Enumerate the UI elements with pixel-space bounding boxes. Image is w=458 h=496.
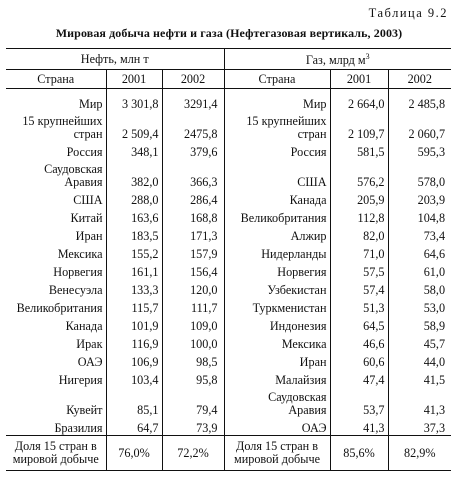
table-row — [6, 159, 451, 189]
oil-country-cell: США — [73, 193, 103, 207]
oil-2002-cell: 157,9 — [162, 243, 224, 261]
gas-country-cell: Туркменистан — [252, 301, 327, 315]
gas-2002-cell: 41,5 — [388, 369, 451, 387]
gas-2002-cell: 595,3 — [388, 141, 451, 159]
oil-2001-cell: 348,1 — [106, 141, 162, 159]
gas-2001-cell: 51,3 — [330, 297, 388, 315]
oil-country-cell: Норвегия — [53, 265, 103, 279]
gas-country-cell: Алжир — [290, 229, 327, 243]
oil-2001-cell: 161,1 — [106, 261, 162, 279]
oil-country-cell: Мир — [79, 97, 103, 111]
oil-2001-cell: 101,9 — [106, 315, 162, 333]
gas-country-cell: 15 крупнейших стран — [246, 114, 327, 141]
data-rows — [6, 89, 451, 436]
gas-2002-cell: 45,7 — [388, 333, 451, 351]
oil-2001-cell: 115,7 — [106, 297, 162, 315]
gas-country-cell: Норвегия — [277, 265, 327, 279]
oil-country-cell: Ирак — [76, 337, 103, 351]
gas-2002-cell: 37,3 — [388, 417, 451, 436]
gas-2002-cell: 203,9 — [388, 189, 451, 207]
gas-share-2001: 85,6% — [330, 436, 388, 471]
oil-2002-cell: 120,0 — [162, 279, 224, 297]
gas-country-cell: Мексика — [281, 337, 327, 351]
oil-country-cell: Канада — [65, 319, 103, 333]
oil-2002-cell: 3291,4 — [162, 89, 224, 112]
oil-2001-cell: 133,3 — [106, 279, 162, 297]
oil-country-cell: ОАЭ — [77, 355, 103, 369]
gas-country-cell: Канада — [289, 193, 327, 207]
gas-2001-cell: 576,2 — [330, 159, 388, 189]
table-row — [6, 279, 451, 297]
oil-2001-cell: 64,7 — [106, 417, 162, 436]
oil-country-cell: Кувейт — [66, 403, 103, 417]
gas-2002-cell: 104,8 — [388, 207, 451, 225]
oil-share-2002: 72,2% — [162, 436, 224, 471]
oil-share-label: Доля 15 стран в мировой добыче — [6, 436, 106, 471]
oil-2002-cell: 73,9 — [162, 417, 224, 436]
oil-2001-cell: 85,1 — [106, 387, 162, 417]
table-row — [6, 111, 451, 141]
gas-2002-cell: 58,9 — [388, 315, 451, 333]
production-table — [6, 48, 451, 471]
column-header-row — [6, 70, 451, 89]
oil-2001-cell: 382,0 — [106, 159, 162, 189]
table-row — [6, 369, 451, 387]
gas-2001-cell: 41,3 — [330, 417, 388, 436]
gas-2002-cell: 61,0 — [388, 261, 451, 279]
oil-2001-cell: 103,4 — [106, 369, 162, 387]
gas-2001-cell: 60,6 — [330, 351, 388, 369]
table-row — [6, 189, 451, 207]
oil-country-cell: Россия — [66, 145, 103, 159]
gas-2001-cell: 64,5 — [330, 315, 388, 333]
gas-2001-cell: 57,5 — [330, 261, 388, 279]
gas-2002-cell: 64,6 — [388, 243, 451, 261]
oil-2002-cell: 100,0 — [162, 333, 224, 351]
gas-2001-cell: 205,9 — [330, 189, 388, 207]
gas-2002-cell: 53,0 — [388, 297, 451, 315]
gas-2002-cell: 2 060,7 — [388, 111, 451, 141]
gas-2002-cell: 41,3 — [388, 387, 451, 417]
oil-2002-cell: 109,0 — [162, 315, 224, 333]
table-row — [6, 89, 451, 112]
gas-country-cell: Малайзия — [275, 373, 327, 387]
gas-country-cell: Индонезия — [269, 319, 327, 333]
oil-2002-cell: 79,4 — [162, 387, 224, 417]
gas-country-cell: Мир — [303, 97, 327, 111]
oil-2002-cell: 379,6 — [162, 141, 224, 159]
oil-2001-cell: 3 301,8 — [106, 89, 162, 112]
gas-share-2002: 82,9% — [388, 436, 451, 471]
gas-2001-cell: 71,0 — [330, 243, 388, 261]
oil-2001-cell: 288,0 — [106, 189, 162, 207]
gas-2001-cell: 57,4 — [330, 279, 388, 297]
oil-2002-cell: 95,8 — [162, 369, 224, 387]
gas-2001-cell: 112,8 — [330, 207, 388, 225]
gas-2001-cell: 2 109,7 — [330, 111, 388, 141]
oil-country-cell: Венесуэла — [48, 283, 103, 297]
oil-2002-cell: 366,3 — [162, 159, 224, 189]
oil-2002-cell: 98,5 — [162, 351, 224, 369]
oil-country-cell: Нигерия — [58, 373, 103, 387]
section-header-row — [6, 49, 451, 70]
gas-2002-cell: 578,0 — [388, 159, 451, 189]
oil-2002-cell: 168,8 — [162, 207, 224, 225]
oil-2002-cell: 111,7 — [162, 297, 224, 315]
gas-country-cell: Великобритания — [240, 211, 327, 225]
gas-2001-cell: 47,4 — [330, 369, 388, 387]
gas-country-header: Страна — [224, 70, 330, 89]
oil-2001-cell: 116,9 — [106, 333, 162, 351]
table-row — [6, 297, 451, 315]
oil-2002-cell: 2475,8 — [162, 111, 224, 141]
oil-country-cell: Мексика — [57, 247, 103, 261]
oil-2002-header: 2002 — [162, 70, 224, 89]
gas-country-cell: Саудовская Аравия — [268, 390, 327, 417]
gas-country-cell: Узбекистан — [267, 283, 327, 297]
gas-2001-cell: 581,5 — [330, 141, 388, 159]
share-row — [6, 436, 451, 471]
gas-2001-cell: 2 664,0 — [330, 89, 388, 112]
table-row — [6, 261, 451, 279]
gas-2002-cell: 73,4 — [388, 225, 451, 243]
gas-section-title: Газ, млрд $м^3$ — [224, 49, 451, 70]
oil-2002-cell: 171,3 — [162, 225, 224, 243]
gas-2001-cell: 82,0 — [330, 225, 388, 243]
oil-section-title: Нефть, млн т — [6, 49, 224, 70]
oil-country-header: Страна — [6, 70, 106, 89]
oil-share-2001: 76,0% — [106, 436, 162, 471]
gas-2002-cell: 2 485,8 — [388, 89, 451, 112]
table-number: Таблица 9.2 — [368, 6, 448, 20]
gas-country-cell: ОАЭ — [301, 421, 327, 435]
oil-country-cell: Саудовская Аравия — [44, 162, 103, 189]
gas-2002-cell: 44,0 — [388, 351, 451, 369]
oil-2001-header: 2001 — [106, 70, 162, 89]
table-row — [6, 315, 451, 333]
oil-2002-cell: 286,4 — [162, 189, 224, 207]
oil-country-cell: 15 крупнейших стран — [22, 114, 103, 141]
table-row — [6, 141, 451, 159]
oil-2002-cell: 156,4 — [162, 261, 224, 279]
oil-2001-cell: 155,2 — [106, 243, 162, 261]
oil-2001-cell: 2 509,4 — [106, 111, 162, 141]
table-row — [6, 243, 451, 261]
oil-country-cell: Великобритания — [16, 301, 103, 315]
oil-country-cell: Иран — [75, 229, 103, 243]
table-caption: Мировая добыча нефти и газа (Нефтегазовая вертикаль, 2003) — [55, 26, 403, 40]
oil-country-cell: Китай — [70, 211, 103, 225]
gas-country-cell: Нидерланды — [261, 247, 327, 261]
oil-2001-cell: 183,5 — [106, 225, 162, 243]
oil-2001-cell: 106,9 — [106, 351, 162, 369]
gas-2001-header: 2001 — [330, 70, 388, 89]
gas-share-label: Доля 15 стран в мировой добыче — [224, 436, 330, 471]
gas-country-cell: Россия — [290, 145, 327, 159]
gas-2001-cell: 46,6 — [330, 333, 388, 351]
gas-country-cell: США — [297, 175, 327, 189]
gas-country-cell: Иран — [299, 355, 327, 369]
table-row — [6, 225, 451, 243]
table-row — [6, 417, 451, 436]
table-row — [6, 333, 451, 351]
table-row — [6, 351, 451, 369]
gas-2002-header: 2002 — [388, 70, 451, 89]
oil-2001-cell: 163,6 — [106, 207, 162, 225]
oil-country-cell: Бразилия — [54, 421, 103, 435]
gas-2002-cell: 58,0 — [388, 279, 451, 297]
gas-2001-cell: 53,7 — [330, 387, 388, 417]
table-row — [6, 207, 451, 225]
table-row — [6, 387, 451, 417]
